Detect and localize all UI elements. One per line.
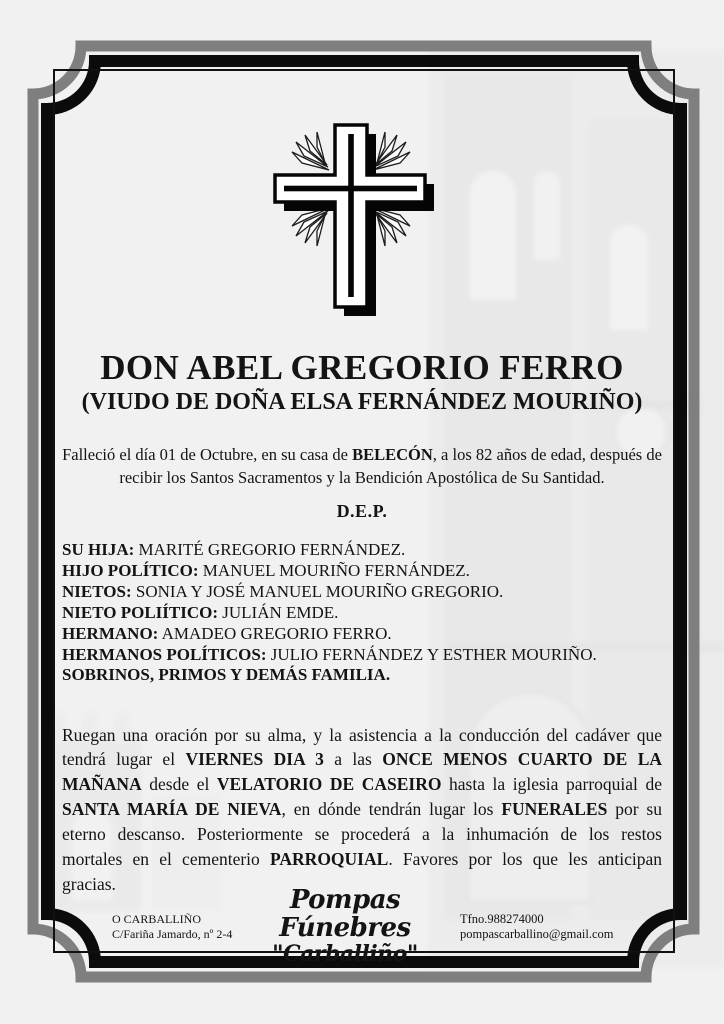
emphasized-text: ONCE MENOS CUARTO DE LA MAÑANA: [62, 749, 662, 795]
plain-text: Falleció el día 01 de Octubre, en su casa de: [62, 444, 353, 464]
family-line: [62, 645, 666, 666]
emphasized-text: BELECÓN: [352, 444, 433, 464]
rip-abbreviation: D.E.P.: [336, 501, 388, 521]
funeral-announcement-paragraph: [62, 723, 662, 897]
family-relation-label: HERMANOS POLÍTICOS:: [62, 644, 267, 664]
family-relation-label: SOBRINOS, PRIMOS Y DEMÁS FAMILIA.: [62, 665, 391, 685]
plain-text: Ruegan una oración por su alma, y la asistencia a la conducción del cadáver que tendrá lugar el: [62, 724, 662, 770]
family-relation-label: HIJO POLÍTICO:: [62, 560, 199, 580]
family-relation-label: SU HIJA:: [62, 540, 135, 559]
logo-line-1: Pompas Fúnebres: [279, 885, 411, 943]
logo-line-2: "Carballiño": [272, 941, 418, 967]
emphasized-text: SANTA MARÍA DE NIEVA: [62, 799, 282, 820]
address-town: O CARBALLIÑO: [112, 912, 201, 926]
cross-icon: [275, 125, 434, 316]
ray-fan-top-right: [373, 132, 410, 170]
family-line: [62, 624, 666, 645]
family-member-names: MANUEL MOURIÑO FERNÁNDEZ.: [202, 560, 470, 580]
ray-fan-bottom-right: [373, 208, 410, 246]
ray-fan-bottom-left: [292, 208, 329, 246]
family-list: [62, 540, 666, 686]
emphasized-text: PARROQUIAL: [270, 849, 389, 870]
ray-fan-top-left: [292, 132, 329, 170]
contact-phone: Tfno.988274000: [460, 912, 544, 926]
address-street: C/Fariña Jamardo, nº 2-4: [112, 926, 233, 941]
family-relation-label: NIETOS:: [62, 581, 132, 601]
plain-text: desde el: [141, 774, 217, 795]
funeral-home-contact: [460, 882, 660, 966]
plain-text: por su eterno descanso. Posteriormente se procederá a la inhumación de los restos mortales en el cementerio: [62, 799, 662, 870]
death-details-paragraph: [62, 443, 662, 489]
emphasized-text: VELATORIO DE CASEIRO: [216, 774, 442, 795]
family-relation-label: HERMANO:: [62, 623, 159, 643]
family-member-names: MARITÉ GREGORIO FERNÁNDEZ.: [138, 540, 406, 559]
family-member-names: JULIO FERNÁNDEZ Y ESTHER MOURIÑO.: [270, 644, 597, 664]
cross-inner-vertical: [348, 134, 354, 297]
family-member-names: JULIÁN EMDE.: [222, 602, 339, 622]
footer: [112, 882, 660, 967]
family-line: [62, 582, 666, 603]
emphasized-text: FUNERALES: [501, 799, 608, 820]
family-member-names: AMADEO GREGORIO FERRO.: [161, 623, 392, 643]
deceased-subtitle: (VIUDO DE DOÑA ELSA FERNÁNDEZ MOURIÑO): [81, 389, 643, 415]
family-line: [62, 540, 666, 561]
plain-text: , en dónde tendrán lugar los: [281, 799, 502, 820]
plain-text: a las: [323, 749, 383, 770]
plain-text: , a los 82 años de edad, después de recibir los Santos Sacramentos y la Bendición Apostólica de Su Santidad.: [119, 444, 662, 487]
deceased-name: DON ABEL GREGORIO FERRO: [100, 348, 624, 387]
family-line: [62, 561, 666, 582]
funeral-home-logo: [256, 882, 434, 966]
family-line: [62, 665, 666, 686]
cross-inner-horizontal: [284, 186, 417, 192]
family-member-names: SONIA Y JOSÉ MANUEL MOURIÑO GREGORIO.: [135, 581, 504, 601]
plain-text: hasta la iglesia parroquial de: [441, 774, 662, 795]
contact-email: pompascarballino@gmail.com: [460, 927, 614, 941]
plain-text: . Favores por los que les anticipan gracias.: [62, 849, 662, 894]
family-line: [62, 603, 666, 624]
emphasized-text: VIERNES DIA 3: [185, 749, 324, 770]
family-relation-label: NIETO POLIÍTICO:: [62, 602, 219, 622]
